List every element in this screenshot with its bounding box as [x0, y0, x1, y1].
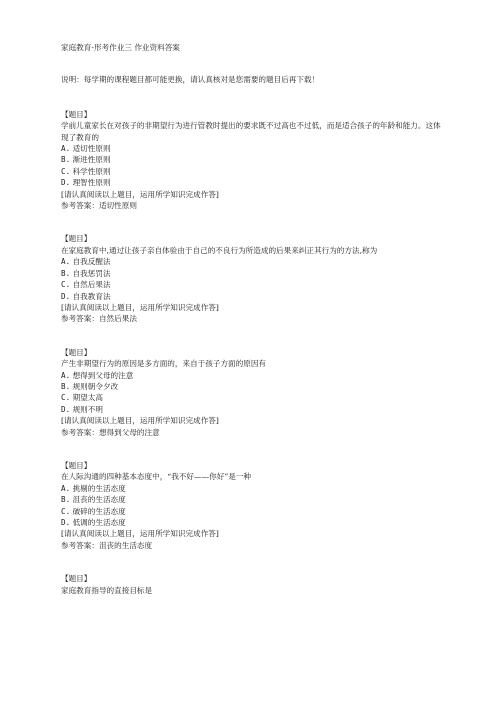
option-b [61, 381, 446, 392]
option-letter: C. [61, 166, 71, 176]
option-letter: A. [61, 257, 71, 267]
question-stem: 在人际沟通的四种基本态度中，“我不好——你好”是一种 [61, 472, 252, 482]
option-letter: B. [61, 155, 71, 165]
option-letter: D. [61, 518, 71, 527]
option-letter: B. [61, 381, 71, 391]
option-letter: C. [61, 393, 71, 403]
option-a [61, 256, 446, 267]
question-block [61, 573, 446, 596]
option-c [61, 506, 446, 517]
option-letter: C. [61, 506, 71, 516]
option-text: 规则不明 [72, 404, 103, 414]
option-text: 科学性原则 [72, 166, 111, 176]
option-c [61, 279, 446, 290]
option-letter: A. [61, 144, 71, 154]
option-text: 规则朝令夕改 [72, 381, 119, 391]
option-text: 自我惩罚法 [72, 268, 111, 278]
option-text: 破碎的生活态度 [72, 506, 126, 516]
question-stem: 学前儿童家长在对孩子的非期望行为进行管教时提出的要求既不过高也不过低，而是适合孩子的年龄和能力。这体现了教育的 [61, 121, 441, 142]
question-block [61, 460, 446, 551]
question-instruction: [请认真阅读以上题目，运用所学知识完成作答] [61, 189, 219, 199]
reference-answer: 参考答案：沮丧的生活态度 [61, 540, 153, 550]
option-d [61, 291, 446, 302]
option-d [61, 177, 446, 188]
option-a [61, 370, 446, 381]
option-b [61, 154, 446, 165]
option-letter: A. [61, 370, 71, 380]
question-block [61, 109, 446, 212]
question-header: 【题目】 [61, 347, 92, 357]
document-note: 说明：每学期的课程题目都可能更换，请认真核对是您需要的题目后再下载！ [61, 75, 320, 85]
reference-answer: 参考答案：自然后果法 [61, 314, 137, 324]
option-text: 沮丧的生活态度 [72, 495, 126, 505]
question-header: 【题目】 [61, 234, 92, 244]
question-instruction: [请认真阅读以上题目，运用所学知识完成作答] [61, 416, 219, 426]
question-block [61, 347, 446, 438]
document-page [61, 42, 446, 618]
option-b [61, 494, 446, 505]
option-text: 渐进性原则 [72, 155, 111, 165]
option-letter: B. [61, 495, 71, 505]
question-block [61, 233, 446, 324]
question-stem: 在家庭教育中,通过让孩子亲自体验由于自己的不良行为所造成的后果来纠正其行为的方法,称为 [61, 245, 378, 255]
option-d [61, 517, 446, 528]
option-text: 自然后果法 [72, 280, 111, 290]
reference-answer: 参考答案：适切性原则 [61, 201, 137, 211]
option-letter: D. [61, 404, 71, 414]
option-c [61, 392, 446, 403]
reference-answer: 参考答案：想得到父母的注意 [61, 427, 160, 437]
option-text: 想得到父母的注意 [72, 370, 134, 380]
option-letter: D. [61, 178, 71, 188]
option-text: 适切性原则 [72, 144, 111, 154]
option-a [61, 483, 446, 494]
option-text: 低调的生活态度 [72, 518, 126, 527]
question-stem: 家庭教育指导的直接目标是 [61, 585, 153, 595]
option-c [61, 166, 446, 177]
question-header: 【题目】 [61, 109, 92, 119]
option-b [61, 268, 446, 279]
question-instruction: [请认真阅读以上题目，运用所学知识完成作答] [61, 529, 219, 539]
option-text: 理智性原则 [72, 178, 111, 188]
option-a [61, 143, 446, 154]
document-title: 家庭教育-形考作业三 作业资料答案 [61, 43, 180, 52]
option-letter: C. [61, 280, 71, 290]
option-letter: A. [61, 483, 71, 493]
question-stem: 产生非期望行为的原因是多方面的，来自于孩子方面的原因有 [61, 359, 267, 369]
option-text: 自我反醒法 [72, 257, 111, 267]
option-text: 期望太高 [72, 393, 103, 403]
question-header: 【题目】 [61, 460, 92, 470]
option-text: 挑剔的生活态度 [72, 483, 126, 493]
option-letter: D. [61, 291, 71, 301]
option-text: 自我教育法 [72, 291, 111, 301]
question-header: 【题目】 [61, 574, 92, 584]
question-instruction: [请认真阅读以上题目，运用所学知识完成作答] [61, 302, 219, 312]
option-d [61, 404, 446, 415]
option-letter: B. [61, 268, 71, 278]
